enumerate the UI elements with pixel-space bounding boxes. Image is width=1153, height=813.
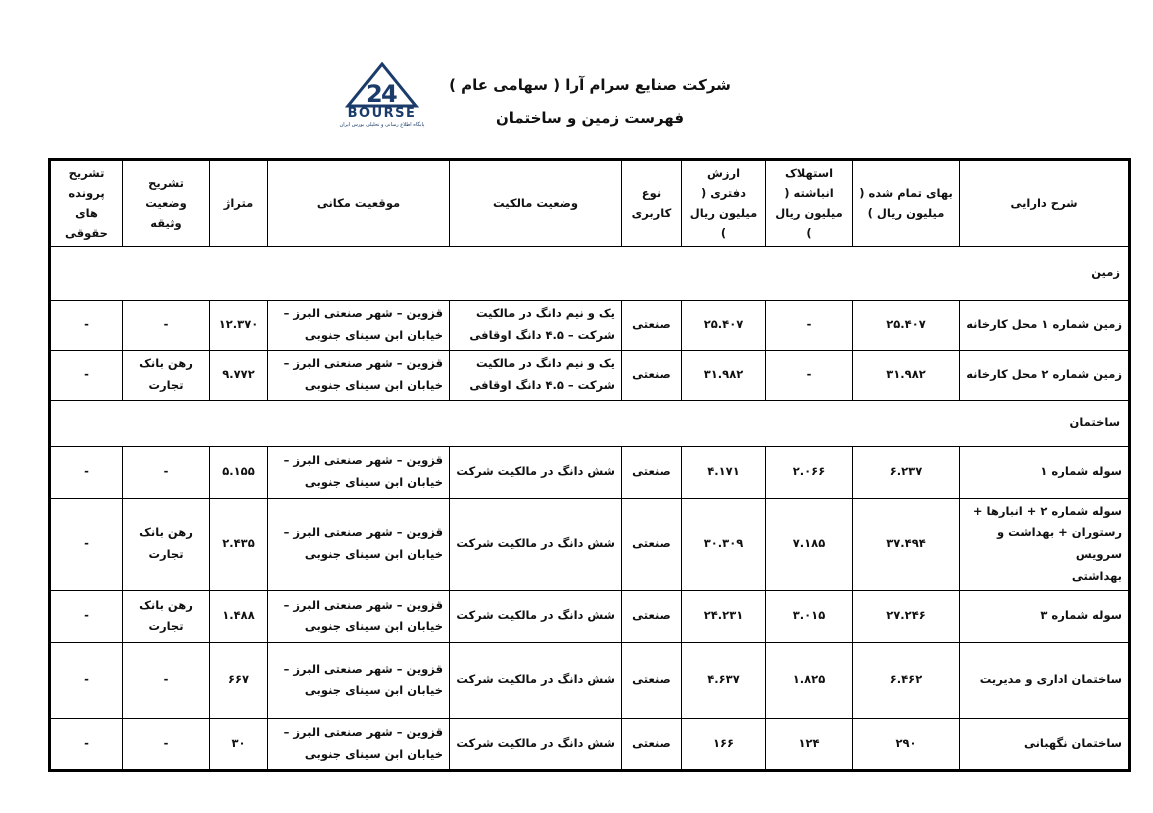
collateral-line: رهن بانک	[139, 525, 193, 540]
location-line: قزوین – شهر صنعتی البرز –	[283, 661, 443, 676]
svg-text:2: 2	[366, 80, 383, 108]
asset-desc	[960, 642, 1130, 718]
location-line: قزوین – شهر صنعتی البرز –	[283, 306, 443, 321]
ownership-line: شرکت – ۴.۵ دانگ اوقافی	[469, 378, 615, 392]
location-line: خیابان ابن سینای جنوبی	[304, 683, 443, 698]
asset-cost: ۲۵.۴۰۷	[853, 300, 960, 350]
asset-area: ۶۶۷	[210, 642, 268, 718]
asset-book-value: ۲۵.۴۰۷	[682, 300, 766, 350]
ownership-line: شرکت – ۴.۵ دانگ اوقافی	[469, 328, 615, 342]
asset-ownership: شش دانگ در مالکیت شرکت	[450, 590, 622, 642]
section-row-land	[50, 246, 1130, 300]
asset-cost: ۲۹۰	[853, 718, 960, 770]
collateral-line: رهن بانک	[139, 597, 193, 612]
asset-usage: صنعتی	[622, 350, 682, 400]
asset-ownership: شش دانگ در مالکیت شرکت	[450, 446, 622, 498]
desc-line: سوله شماره ۳	[1040, 608, 1122, 623]
col-header-location: موقعیت مکانی	[268, 160, 450, 247]
asset-location	[268, 590, 450, 642]
bourse-logo	[336, 62, 428, 134]
asset-depreciation: ۱۲۴	[766, 718, 853, 770]
collateral-line: رهن بانک	[139, 356, 193, 371]
asset-collateral	[123, 718, 210, 770]
asset-location	[268, 718, 450, 770]
location-line: خیابان ابن سینای جنوبی	[304, 746, 443, 761]
collateral-line: تجارت	[148, 378, 184, 392]
section-label: ساختمان	[50, 400, 1130, 446]
asset-desc	[960, 718, 1130, 770]
col-header-legal: تشریح پرونده های حقوقی	[50, 160, 123, 247]
desc-line: بهداشتی	[1071, 569, 1122, 584]
asset-book-value: ۳۰.۳۰۹	[682, 498, 766, 590]
col-header-depreciation: استهلاک انباشته ( میلیون ریال )	[766, 160, 853, 247]
ownership-line: یک و نیم دانگ در مالکیت	[475, 306, 615, 321]
col-header-cost: بهای تمام شده ( میلیون ریال )	[853, 160, 960, 247]
asset-usage: صنعتی	[622, 498, 682, 590]
asset-area: ۱۲.۳۷۰	[210, 300, 268, 350]
location-line: قزوین – شهر صنعتی البرز –	[283, 356, 443, 371]
asset-book-value: ۱۶۶	[682, 718, 766, 770]
asset-ownership: شش دانگ در مالکیت شرکت	[450, 718, 622, 770]
desc-line: ساختمان اداری و مدیریت	[979, 672, 1122, 687]
logo-wordmark: BOURSE	[347, 106, 417, 121]
col-header-area: متراژ	[210, 160, 268, 247]
asset-collateral	[123, 642, 210, 718]
collateral-line: تجارت	[148, 619, 184, 634]
collateral-line: -	[163, 672, 169, 687]
asset-usage: صنعتی	[622, 300, 682, 350]
table-row	[50, 498, 1130, 590]
asset-cost: ۶.۲۳۷	[853, 446, 960, 498]
company-title: شرکت صنایع سرام آرا ( سهامی عام )	[449, 76, 731, 94]
asset-desc	[960, 446, 1130, 498]
asset-legal: -	[50, 498, 123, 590]
asset-collateral	[123, 498, 210, 590]
col-header-ownership: وضعیت مالکیت	[450, 160, 622, 247]
table-row	[50, 446, 1130, 498]
asset-area: ۵.۱۵۵	[210, 446, 268, 498]
asset-ownership: شش دانگ در مالکیت شرکت	[450, 642, 622, 718]
asset-collateral	[123, 590, 210, 642]
desc-line: سوله شماره ۲ + انبارها +	[972, 503, 1122, 518]
location-line: خیابان ابن سینای جنوبی	[304, 475, 443, 489]
table-row	[50, 300, 1130, 350]
col-header-desc: شرح دارایی	[960, 160, 1130, 247]
location-line: خیابان ابن سینای جنوبی	[304, 328, 443, 342]
asset-book-value: ۴.۱۷۱	[682, 446, 766, 498]
asset-cost: ۳۱.۹۸۲	[853, 350, 960, 400]
location-line: خیابان ابن سینای جنوبی	[304, 619, 443, 634]
asset-legal: -	[50, 642, 123, 718]
asset-desc	[960, 590, 1130, 642]
section-row-building	[50, 400, 1130, 446]
col-header-collateral: تشریح وضعیت وثیقه	[123, 160, 210, 247]
asset-cost: ۲۷.۲۴۶	[853, 590, 960, 642]
asset-desc: زمین شماره ۲ محل کارخانه	[960, 350, 1130, 400]
asset-usage: صنعتی	[622, 718, 682, 770]
col-header-book-value: ارزش دفتری ( میلیون ریال )	[682, 160, 766, 247]
asset-depreciation: ۷.۱۸۵	[766, 498, 853, 590]
asset-area: ۲.۴۳۵	[210, 498, 268, 590]
asset-desc	[960, 498, 1130, 590]
asset-location	[268, 498, 450, 590]
desc-line: سوله شماره ۱	[1040, 464, 1122, 479]
asset-legal: -	[50, 300, 123, 350]
document-subtitle: فهرست زمین و ساختمان	[495, 109, 685, 127]
asset-book-value: ۳۱.۹۸۲	[682, 350, 766, 400]
location-line: خیابان ابن سینای جنوبی	[304, 547, 443, 562]
collateral-line: -	[163, 735, 169, 750]
land-building-table	[48, 158, 1131, 772]
location-line: قزوین – شهر صنعتی البرز –	[283, 525, 443, 540]
asset-ownership: شش دانگ در مالکیت شرکت	[450, 498, 622, 590]
asset-legal: -	[50, 590, 123, 642]
asset-usage: صنعتی	[622, 642, 682, 718]
asset-location	[268, 446, 450, 498]
table-header-row	[50, 160, 1130, 247]
asset-depreciation: ۳.۰۱۵	[766, 590, 853, 642]
asset-depreciation: -	[766, 300, 853, 350]
asset-collateral	[123, 350, 210, 400]
asset-ownership	[450, 300, 622, 350]
location-line: قزوین – شهر صنعتی البرز –	[283, 453, 443, 468]
asset-book-value: ۴.۶۳۷	[682, 642, 766, 718]
table-row	[50, 350, 1130, 400]
asset-cost: ۶.۴۶۲	[853, 642, 960, 718]
asset-depreciation: -	[766, 350, 853, 400]
asset-area: ۱.۴۸۸	[210, 590, 268, 642]
logo-tagline: پایگاه اطلاع رسانی و تحلیلی بورس ایران	[339, 122, 425, 128]
asset-usage: صنعتی	[622, 446, 682, 498]
table-row	[50, 642, 1130, 718]
location-line: خیابان ابن سینای جنوبی	[304, 378, 443, 392]
collateral-line: -	[163, 317, 169, 332]
asset-collateral	[123, 446, 210, 498]
asset-legal: -	[50, 350, 123, 400]
asset-area: ۹.۷۷۲	[210, 350, 268, 400]
logo-mark-icon	[336, 62, 428, 108]
desc-line: رستوران + بهداشت و سرویس	[997, 525, 1122, 562]
asset-cost: ۳۷.۴۹۴	[853, 498, 960, 590]
asset-usage: صنعتی	[622, 590, 682, 642]
asset-location	[268, 350, 450, 400]
asset-ownership	[450, 350, 622, 400]
asset-area: ۳۰	[210, 718, 268, 770]
asset-depreciation: ۱.۸۲۵	[766, 642, 853, 718]
section-label: زمین	[50, 246, 1130, 300]
location-line: قزوین – شهر صنعتی البرز –	[283, 725, 443, 740]
collateral-line: -	[163, 464, 169, 479]
svg-text:4: 4	[381, 80, 398, 108]
table-row	[50, 590, 1130, 642]
asset-location	[268, 642, 450, 718]
asset-book-value: ۲۴.۲۳۱	[682, 590, 766, 642]
asset-location	[268, 300, 450, 350]
asset-desc: زمین شماره ۱ محل کارخانه	[960, 300, 1130, 350]
asset-depreciation: ۲.۰۶۶	[766, 446, 853, 498]
table-row	[50, 718, 1130, 770]
desc-line: ساختمان نگهبانی	[1023, 735, 1122, 750]
asset-legal: -	[50, 718, 123, 770]
ownership-line: یک و نیم دانگ در مالکیت	[475, 356, 615, 371]
collateral-line: تجارت	[148, 547, 184, 562]
asset-legal: -	[50, 446, 123, 498]
location-line: قزوین – شهر صنعتی البرز –	[283, 597, 443, 612]
col-header-usage: نوع کاربری	[622, 160, 682, 247]
asset-collateral	[123, 300, 210, 350]
